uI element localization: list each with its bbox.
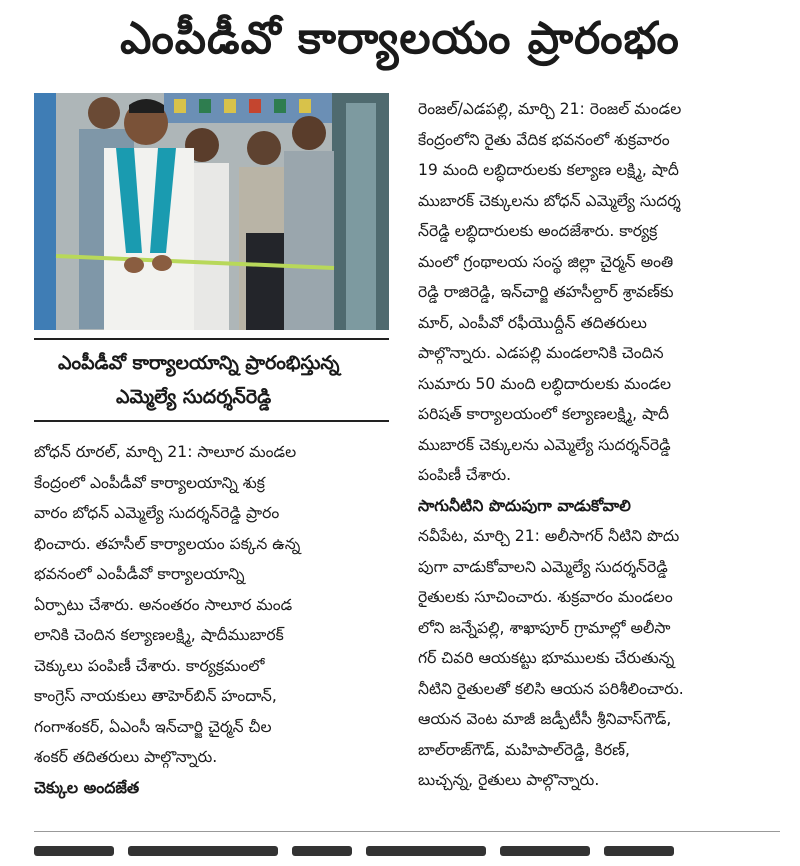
text-line: బోధన్ రూరల్, మార్చి 21: సాలూర మండల (34, 443, 297, 461)
text-line: కేంద్రంలో ఎంపీడీవో కార్యాలయాన్ని శుక్ర (34, 473, 265, 492)
text-line: బుచ్చన్న, రైతులు పాల్గొన్నారు. (418, 771, 600, 789)
text-line: రెంజల్/ఎడపల్లి, మార్చి 21: రెంజల్ మండల (418, 100, 682, 118)
caption-line: ఎమ్మెల్యే సుదర్శన్‌రెడ్డి (116, 386, 272, 408)
text-line: నవీపేట, మార్చి 21: అలీసాగర్ నీటిని పొదు (418, 527, 680, 545)
text-line: కాంగ్రెస్ నాయకులు తాహెర్‌బిన్ హందాన్, (34, 687, 277, 705)
section-divider (34, 831, 780, 832)
text-line: కేంద్రంలోని రైతు వేదిక భవనంలో శుక్రవారం (418, 130, 670, 149)
text-line: ముబారక్ చెక్కులను బోధన్ ఎమ్మెల్యే సుదర్శ (418, 191, 681, 210)
text-line: న్‌రెడ్డి లబ్ధిదారులకు అందజేశారు. కార్యక్ర (418, 222, 658, 240)
text-line: బాల్‌రాజ్‌గౌడ్, మహిపాల్‌రెడ్డి, కిరణ్, (418, 740, 630, 759)
text-line: మార్, ఎంపీవో రఫీయొద్దీన్ తదితరులు (418, 313, 647, 332)
text-line: వారం బోధన్ ఎమ్మెల్యే సుదర్శన్‌రెడ్డి ప్రారం (34, 504, 280, 522)
text-line: పుగా వాడుకోవాలని ఎమ్మెల్యే సుదర్శన్‌రెడ్డి (418, 557, 668, 576)
left-column-article (34, 437, 394, 803)
text-line: భవనంలో ఎంపీడీవో కార్యాలయాన్ని (34, 565, 245, 583)
article-headline: ఎంపీడీవో కార్యాలయం ప్రారంభం (120, 13, 680, 64)
text-line: పాల్గొన్నారు. ఎడపల్లి మండలానికి చెందిన (418, 344, 664, 362)
text-line: మంలో గ్రంథాలయ సంస్థ జిల్లా చైర్మన్ అంతి (418, 252, 674, 271)
news-photo (34, 93, 389, 330)
text-line: ముబారక్ చెక్కులను ఎమ్మెల్యే సుదర్శన్‌రెడ్డి (418, 435, 671, 454)
text-line: పరిషత్ కార్యాలయంలో కల్యాణలక్ష్మి, షాదీ (418, 405, 670, 423)
text-line: నీటిని రైతులతో కలిసి ఆయన పరిశీలించారు. (418, 679, 684, 698)
next-headline-cropped (34, 846, 780, 866)
photo-illustration (34, 93, 389, 330)
text-line: పంపిణీ చేశారు. (418, 466, 512, 484)
text-line: సుమారు 50 మంది లబ్ధిదారులకు మండల (418, 374, 672, 393)
caption-line: ఎంపీడీవో కార్యాలయాన్ని ప్రారంభిస్తున్న (58, 352, 340, 374)
text-line: ఆయన వెంట మాజీ జడ్పీటీసీ శ్రీనివాస్‌గౌడ్, (418, 710, 672, 728)
text-line: లానికి చెందిన కల్యాణలక్ష్మి, షాదీముబారక్ (34, 626, 284, 644)
text-line: గర్ చివరి ఆయకట్టు భూములకు చేరుతున్న (418, 649, 675, 667)
text-line: గంగాశంకర్, ఏఎంసీ ఇన్‌చార్జి చైర్మన్ చీల (34, 717, 272, 736)
text-line: శంకర్ తదితరులు పాల్గొన్నారు. (34, 748, 218, 766)
text-line: లోని జన్నేపల్లి, శాఖాపూర్ గ్రామాల్లో అలీసా (418, 618, 671, 637)
text-line: రెడ్డి రాజిరెడ్డి, ఇన్‌చార్జి తహసీల్దార్ శ్రావణ్‌కు (418, 283, 674, 301)
text-line: రైతులకు సూచించారు. శుక్రవారం మండలం (418, 588, 673, 606)
right-column-article (418, 94, 778, 796)
photo-caption (34, 338, 389, 422)
section-subhead: చెక్కుల అందజేత (34, 777, 140, 797)
section-subhead: సాగునీటిని పొదుపుగా వాడుకోవాలి (418, 495, 631, 515)
text-line: 19 మంది లబ్ధిదారులకు కల్యాణ లక్ష్మి, షాదీ (418, 161, 679, 179)
text-line: ఏర్పాటు చేశారు. అనంతరం సాలూర మండ (34, 595, 293, 614)
text-line: భించారు. తహసీల్ కార్యాలయం పక్కన ఉన్న (34, 534, 301, 553)
text-line: చెక్కులు పంపిణీ చేశారు. కార్యక్రమంలో (34, 656, 265, 675)
